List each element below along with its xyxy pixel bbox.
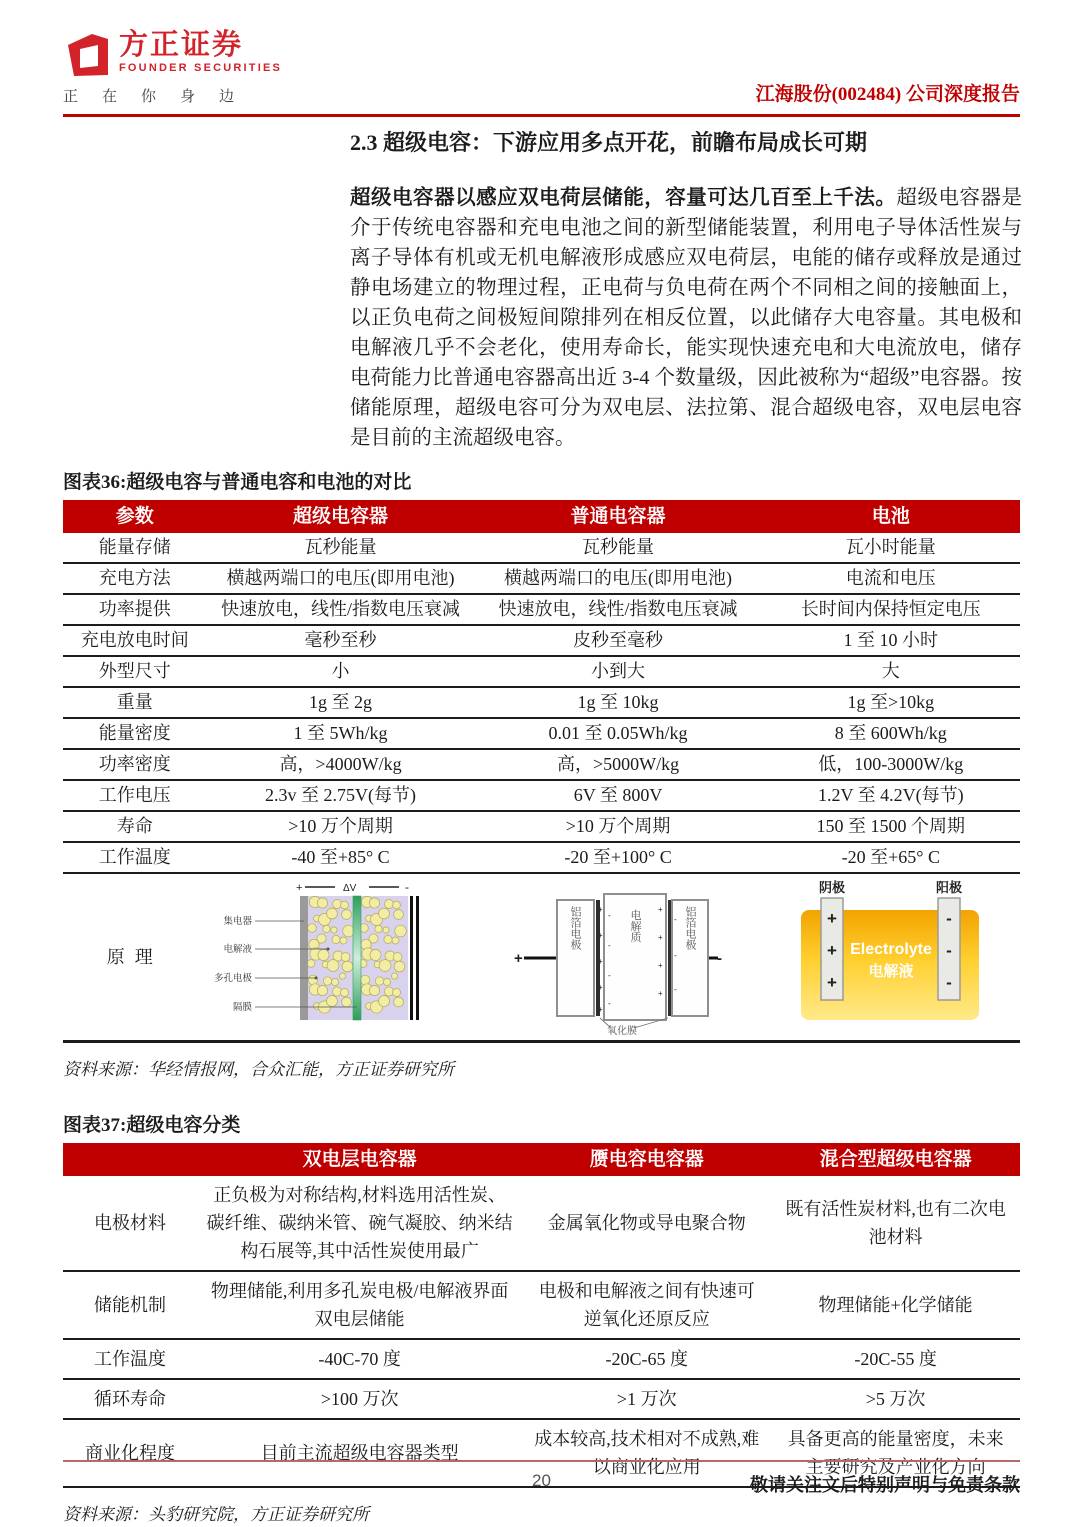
electrolyte-middle-label	[629, 908, 642, 943]
value-cell: -20 至+65° C	[762, 842, 1020, 873]
supercapacitor-diagram	[212, 878, 470, 1036]
row-header-cell: 能量存储	[63, 533, 207, 563]
svg-text:-: -	[404, 880, 409, 894]
right-electrode-label	[684, 906, 697, 951]
capacitor-diagram-cell	[475, 873, 762, 1042]
value-cell: 目前主流超级电容器类型	[197, 1419, 522, 1487]
report-label: 江海股份(002484) 公司深度报告	[755, 84, 1020, 105]
page-header	[63, 0, 1020, 117]
svg-text:-: -	[945, 909, 952, 928]
value-cell: 低，100-3000W/kg	[762, 749, 1020, 780]
svg-text:+: +	[295, 882, 302, 894]
column-header: 赝电容电容器	[522, 1143, 771, 1176]
table-row	[63, 749, 1020, 780]
separator-bar	[353, 896, 361, 1020]
left-electrode-label	[569, 906, 582, 951]
row-header-cell: 工作温度	[63, 1339, 197, 1379]
value-cell: 电极和电解液之间有快速可逆氧化还原反应	[522, 1271, 771, 1339]
value-cell: 金属氧化物或导电聚合物	[522, 1176, 771, 1271]
row-header-cell: 储能机制	[63, 1271, 197, 1339]
row-header-cell: 充电放电时间	[63, 625, 207, 656]
value-cell: 小到大	[475, 656, 762, 687]
figure36-title: 图表36:超级电容与普通电容和电池的对比	[63, 472, 412, 493]
svg-text:-: -	[608, 971, 611, 980]
svg-text:+: +	[658, 933, 663, 942]
svg-text:+: +	[658, 961, 663, 970]
value-cell: 正负极为对称结构,材料选用活性炭、碳纤维、碳纳米管、碗气凝胶、纳米结构石展等,其中活性炭使用最广	[197, 1176, 522, 1271]
section-heading: 2.3 超级电容：下游应用多点开花，前瞻布局成长可期	[350, 130, 868, 155]
row-header-cell: 寿命	[63, 811, 207, 842]
table-row	[63, 1339, 1020, 1379]
value-cell: 0.01 至 0.05Wh/kg	[475, 718, 762, 749]
value-cell: 物理储能+化学储能	[771, 1271, 1020, 1339]
table-row	[63, 718, 1020, 749]
table-row	[63, 780, 1020, 811]
value-cell: 电流和电压	[762, 563, 1020, 594]
value-cell: 毫秒至秒	[207, 625, 475, 656]
svg-text:-: -	[674, 951, 677, 960]
collector-label: 集电器	[223, 916, 252, 927]
svg-text:-: -	[674, 915, 677, 924]
anode-label: 阳极	[935, 880, 962, 895]
value-cell: >10 万个周期	[475, 811, 762, 842]
value-cell: -20C-65 度	[522, 1339, 771, 1379]
value-cell: 1g 至 2g	[207, 687, 475, 718]
value-cell: 皮秒至毫秒	[475, 625, 762, 656]
battery-diagram	[785, 878, 997, 1036]
svg-text:+: +	[826, 973, 837, 992]
value-cell: 1.2V 至 4.2V(每节)	[762, 780, 1020, 811]
paragraph-rest: 超级电容器是介于传统电容器和充电电池之间的新型储能装置，利用电子导体活性炭与离子导体有机或无机电解液形成感应双电荷层，电能的储存或释放是通过静电场建立的物理过程，正电荷与负电荷在两个不同相之间的接触面上，以正负电荷之间极短间隙排列在相反位置，以此储存大电容量。其电极和电解液几乎不会老化，使用寿命长，能实现快速充电和大电流放电，储存电荷能力比普通电容器高出近 3-4 个数量级，因此被称为“超级”电容器。按储能原理，超级电容可分为双电层、法拉第、混合超级电容，双电层电容是目前的主流超级电容。	[350, 187, 1023, 449]
value-cell: 高，>4000W/kg	[207, 749, 475, 780]
table-row	[63, 563, 1020, 594]
svg-text:-: -	[674, 985, 677, 994]
row-header-cell: 功率密度	[63, 749, 207, 780]
electrolyte-en-label: Electrolyte	[849, 941, 932, 958]
page-number: 20	[532, 1471, 551, 1490]
principle-label-cell: 原理	[63, 873, 207, 1042]
svg-text:电解质: 电解质	[629, 909, 642, 943]
table-header-row	[63, 1143, 1020, 1176]
table-row	[63, 687, 1020, 718]
table-header-row	[63, 500, 1020, 533]
svg-text:+: +	[826, 941, 837, 960]
row-header-cell: 工作温度	[63, 842, 207, 873]
figure36-source: 资料来源：华经情报网，合众汇能，方正证券研究所	[63, 1060, 454, 1079]
table-row	[63, 533, 1020, 563]
table-row	[63, 656, 1020, 687]
row-header-cell: 工作电压	[63, 780, 207, 811]
table-row	[63, 1176, 1020, 1271]
value-cell: -40C-70 度	[197, 1339, 522, 1379]
value-cell: -20C-55 度	[771, 1339, 1020, 1379]
row-header-cell: 电极材料	[63, 1176, 197, 1271]
svg-text:+: +	[658, 905, 663, 914]
footer-disclaimer: 敬请关注文后特别声明与免责条款	[750, 1475, 1020, 1495]
column-header: 超级电容器	[207, 500, 475, 533]
row-header-cell: 商业化程度	[63, 1419, 197, 1487]
value-cell: 小	[207, 656, 475, 687]
battery-diagram-cell	[762, 873, 1020, 1042]
value-cell: 1 至 10 小时	[762, 625, 1020, 656]
capacitor-diagram	[512, 878, 724, 1036]
value-cell: 1g 至>10kg	[762, 687, 1020, 718]
paragraph-lead: 超级电容器以感应双电荷层储能，容量可达几百至上千法。	[350, 187, 897, 209]
figure36-table	[63, 500, 1020, 1043]
svg-text:-: -	[717, 950, 723, 967]
brand-name-en: FOUNDER SECURITIES	[119, 62, 283, 74]
value-cell: 2.3v 至 2.75V(每节)	[207, 780, 475, 811]
svg-text:+: +	[598, 957, 603, 966]
separator-label: 隔膜	[232, 1002, 252, 1013]
column-header: 电池	[762, 500, 1020, 533]
svg-text:+: +	[826, 909, 837, 928]
table-row	[63, 811, 1020, 842]
svg-text:-: -	[945, 941, 952, 960]
value-cell: 瓦小时能量	[762, 533, 1020, 563]
value-cell: 快速放电，线性/指数电压衰减	[475, 594, 762, 625]
svg-text:+: +	[598, 1005, 603, 1014]
value-cell: 大	[762, 656, 1020, 687]
row-header-cell: 充电方法	[63, 563, 207, 594]
figure37-table	[63, 1143, 1020, 1488]
value-cell: 瓦秒能量	[475, 533, 762, 563]
value-cell: 8 至 600Wh/kg	[762, 718, 1020, 749]
svg-text:+: +	[658, 989, 663, 998]
svg-text:+: +	[598, 905, 603, 914]
delta-v-label: ΔV	[342, 883, 356, 894]
value-cell: 长时间内保持恒定电压	[762, 594, 1020, 625]
table-row	[63, 1379, 1020, 1419]
value-cell: 1g 至 10kg	[475, 687, 762, 718]
row-header-cell: 重量	[63, 687, 207, 718]
cathode-label: 阴极	[818, 880, 845, 895]
value-cell: 150 至 1500 个周期	[762, 811, 1020, 842]
svg-text:+: +	[598, 983, 603, 992]
value-cell: 1 至 5Wh/kg	[207, 718, 475, 749]
column-header: 普通电容器	[475, 500, 762, 533]
page-footer	[63, 1460, 1020, 1497]
row-header-cell: 能量密度	[63, 718, 207, 749]
value-cell: >100 万次	[197, 1379, 522, 1419]
value-cell: 瓦秒能量	[207, 533, 475, 563]
svg-text:+: +	[598, 931, 603, 940]
value-cell: -20 至+100° C	[475, 842, 762, 873]
brand-slogan: 正在你身边	[63, 88, 259, 105]
value-cell: 快速放电，线性/指数电压衰减	[207, 594, 475, 625]
brand-name-cn: 方正证券	[119, 29, 244, 61]
value-cell: 横越两端口的电压(即用电池)	[475, 563, 762, 594]
current-collector-bar	[300, 896, 308, 1020]
svg-text:-: -	[608, 999, 611, 1008]
value-cell: 6V 至 800V	[475, 780, 762, 811]
svg-text:铝箔电极: 铝箔电极	[684, 906, 697, 950]
electrolyte-cn-label: 电解液	[868, 963, 914, 980]
principle-row	[63, 873, 1020, 1042]
row-header-cell: 外型尺寸	[63, 656, 207, 687]
value-cell: 高，>5000W/kg	[475, 749, 762, 780]
value-cell: 成本较高,技术相对不成熟,难以商业化应用	[522, 1419, 771, 1487]
oxide-film-label: 氧化膜	[607, 1026, 638, 1036]
table-row	[63, 1271, 1020, 1339]
svg-text:铝箔电极: 铝箔电极	[569, 906, 582, 950]
porous-electrode-label: 多孔电极	[213, 973, 252, 984]
supercapacitor-diagram-cell	[207, 873, 475, 1042]
column-header	[63, 1143, 197, 1176]
svg-text:-: -	[608, 941, 611, 950]
table-row	[63, 842, 1020, 873]
value-cell: 既有活性炭材料,也有二次电池材料	[771, 1176, 1020, 1271]
value-cell: >1 万次	[522, 1379, 771, 1419]
value-cell: 物理储能,利用多孔炭电极/电解液界面双电层储能	[197, 1271, 522, 1339]
body-paragraph	[350, 183, 1022, 453]
table-row	[63, 625, 1020, 656]
svg-text:-: -	[608, 911, 611, 920]
svg-text:+: +	[514, 950, 523, 967]
figure37-source: 资料来源：头豹研究院，方正证券研究所	[63, 1505, 369, 1524]
value-cell: 横越两端口的电压(即用电池)	[207, 563, 475, 594]
column-header: 参数	[63, 500, 207, 533]
value-cell: 具备更高的能量密度，未来主要研究及产业化方向	[771, 1419, 1020, 1487]
value-cell: -40 至+85° C	[207, 842, 475, 873]
value-cell: >10 万个周期	[207, 811, 475, 842]
row-header-cell: 功率提供	[63, 594, 207, 625]
column-header: 混合型超级电容器	[771, 1143, 1020, 1176]
electrolyte-label: 电解液	[223, 944, 252, 955]
value-cell: >5 万次	[771, 1379, 1020, 1419]
founder-securities-logo-icon	[63, 30, 111, 78]
svg-text:-: -	[945, 973, 952, 992]
row-header-cell: 循环寿命	[63, 1379, 197, 1419]
table-row	[63, 594, 1020, 625]
column-header: 双电层电容器	[197, 1143, 522, 1176]
figure37-title: 图表37:超级电容分类	[63, 1115, 241, 1136]
